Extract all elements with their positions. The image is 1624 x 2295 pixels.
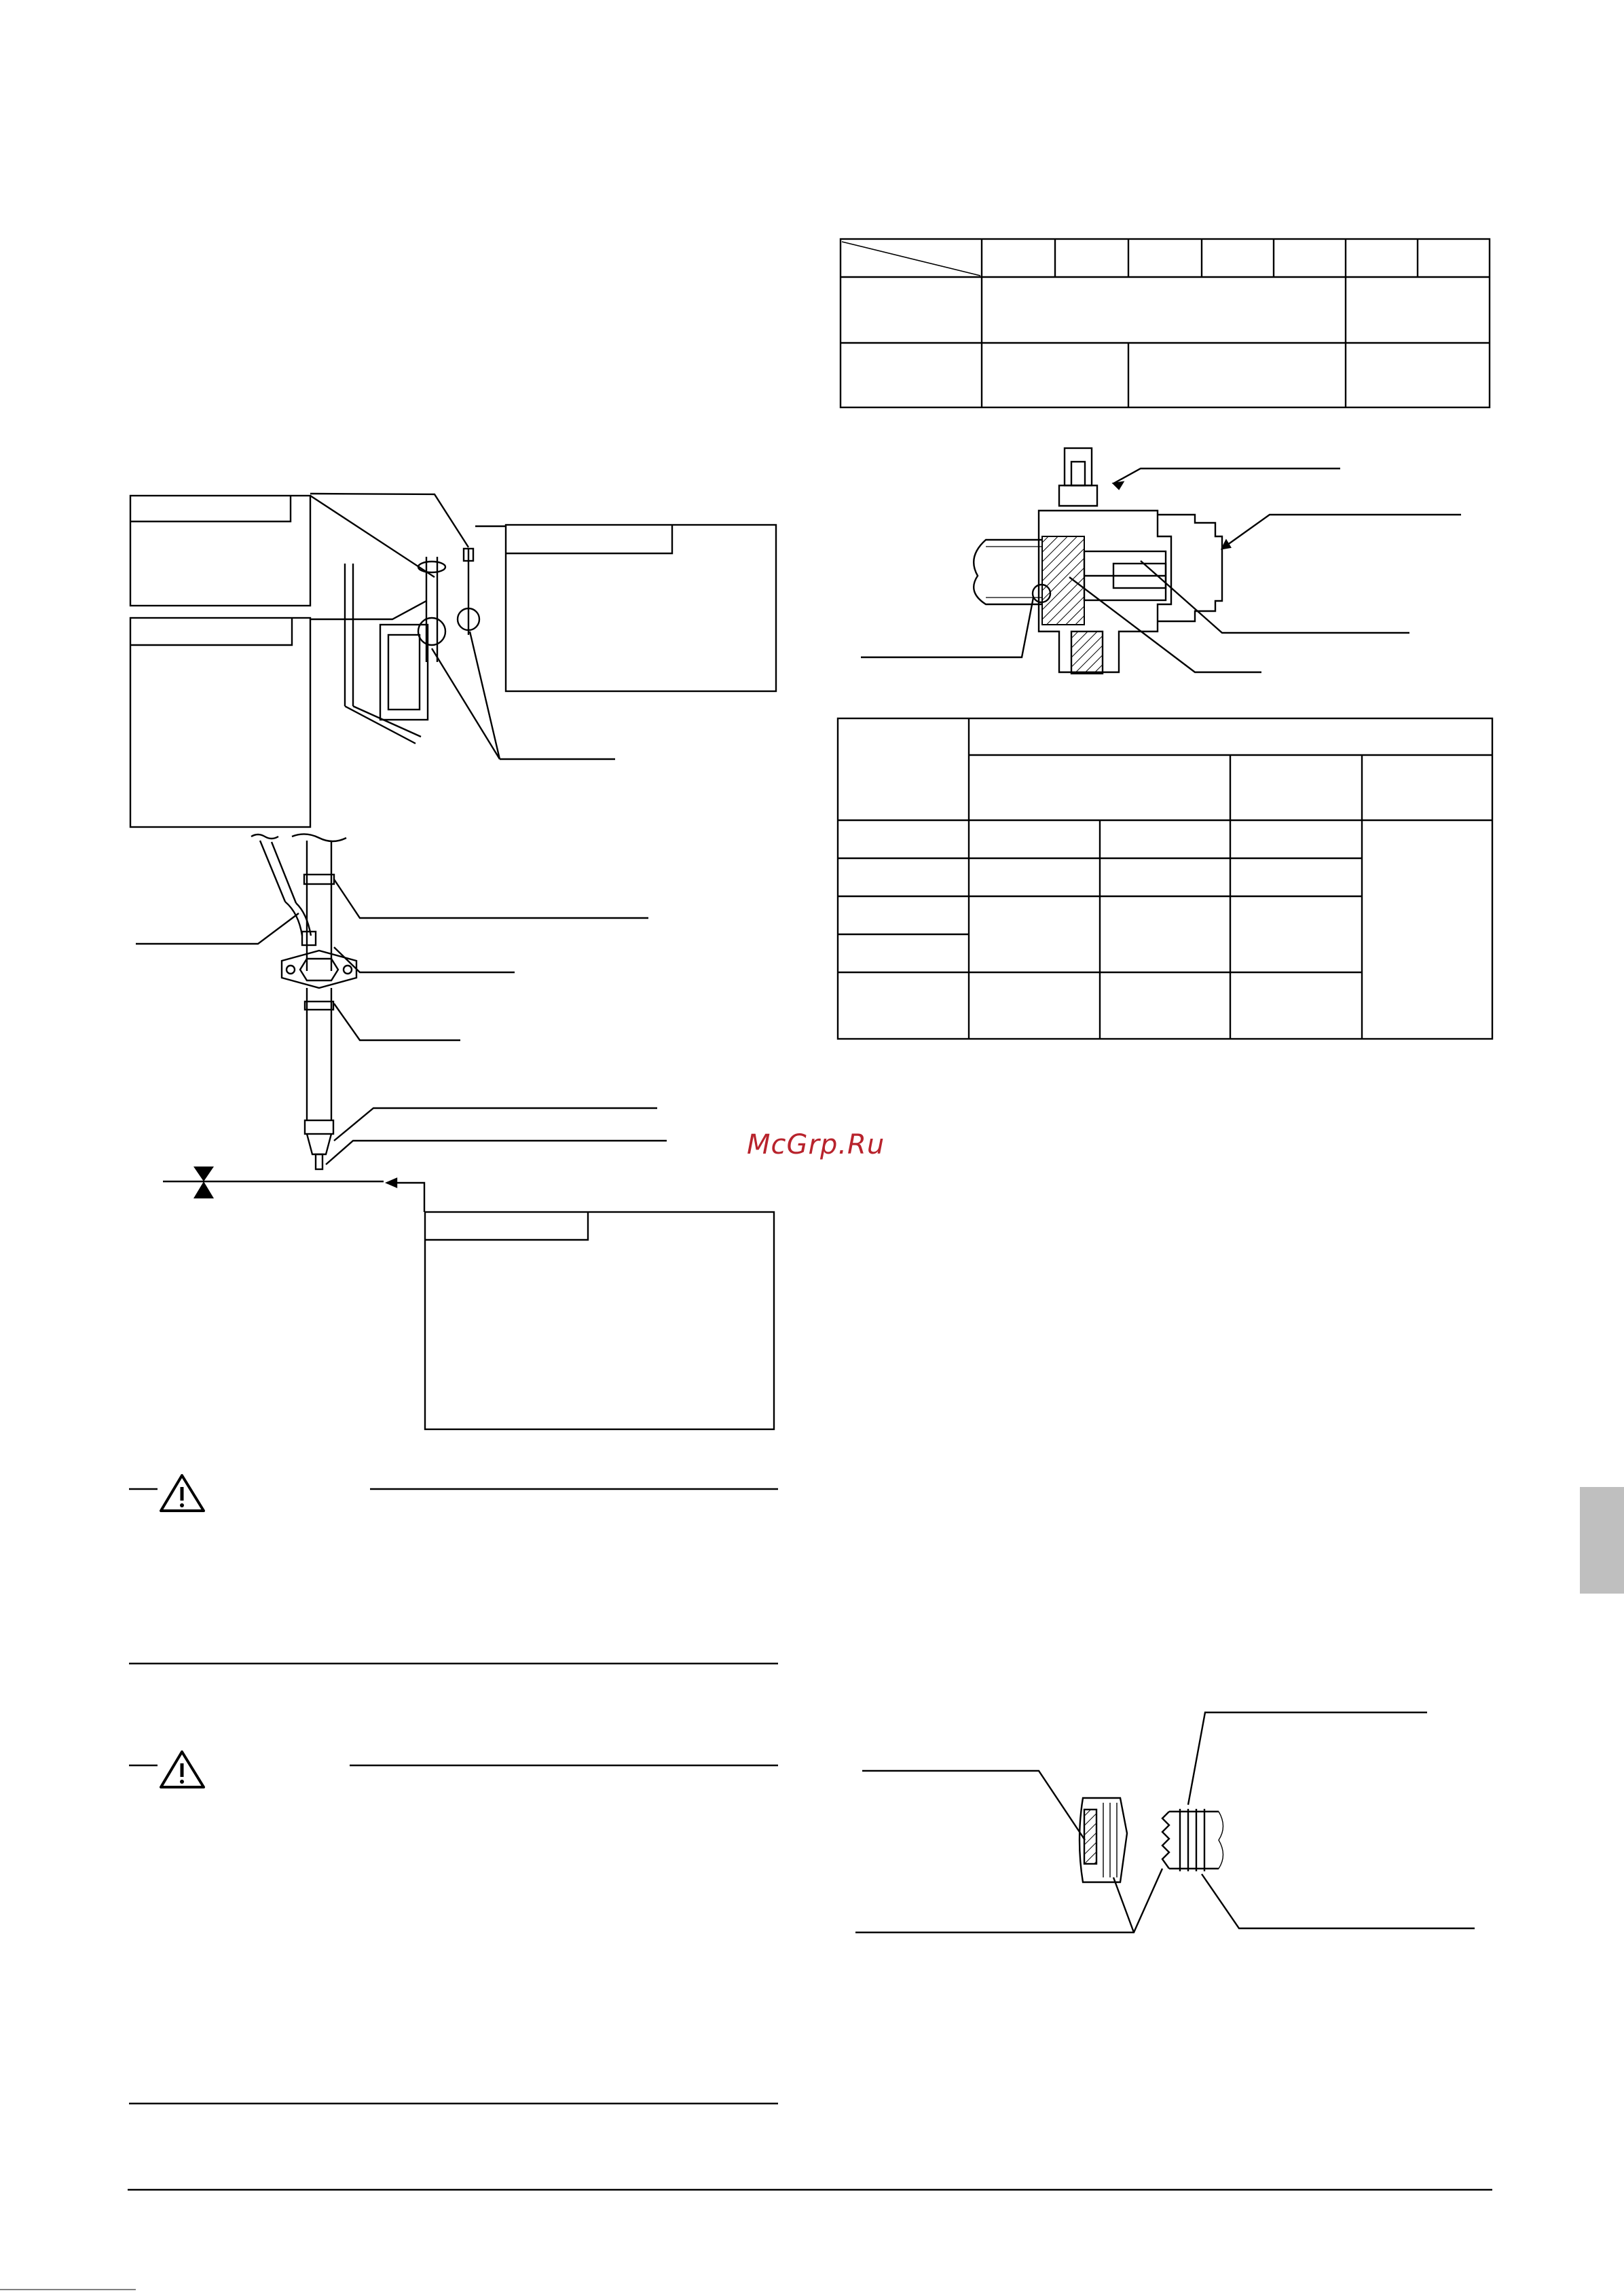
spec-table-middle xyxy=(838,718,1492,1039)
valve-cross-section xyxy=(861,448,1461,674)
warning-triangle-icon xyxy=(161,1752,204,1787)
spec-table-top xyxy=(841,239,1490,407)
installation-diagram xyxy=(130,494,776,1429)
section-tab xyxy=(1580,1487,1624,1594)
watermark: McGrp.Ru xyxy=(747,1129,885,1160)
warning-block-1 xyxy=(129,1489,778,1664)
flare-nut-drawing xyxy=(855,1712,1475,1932)
warning-triangle-icon xyxy=(161,1475,204,1511)
warning-block-2 xyxy=(129,1765,778,2104)
